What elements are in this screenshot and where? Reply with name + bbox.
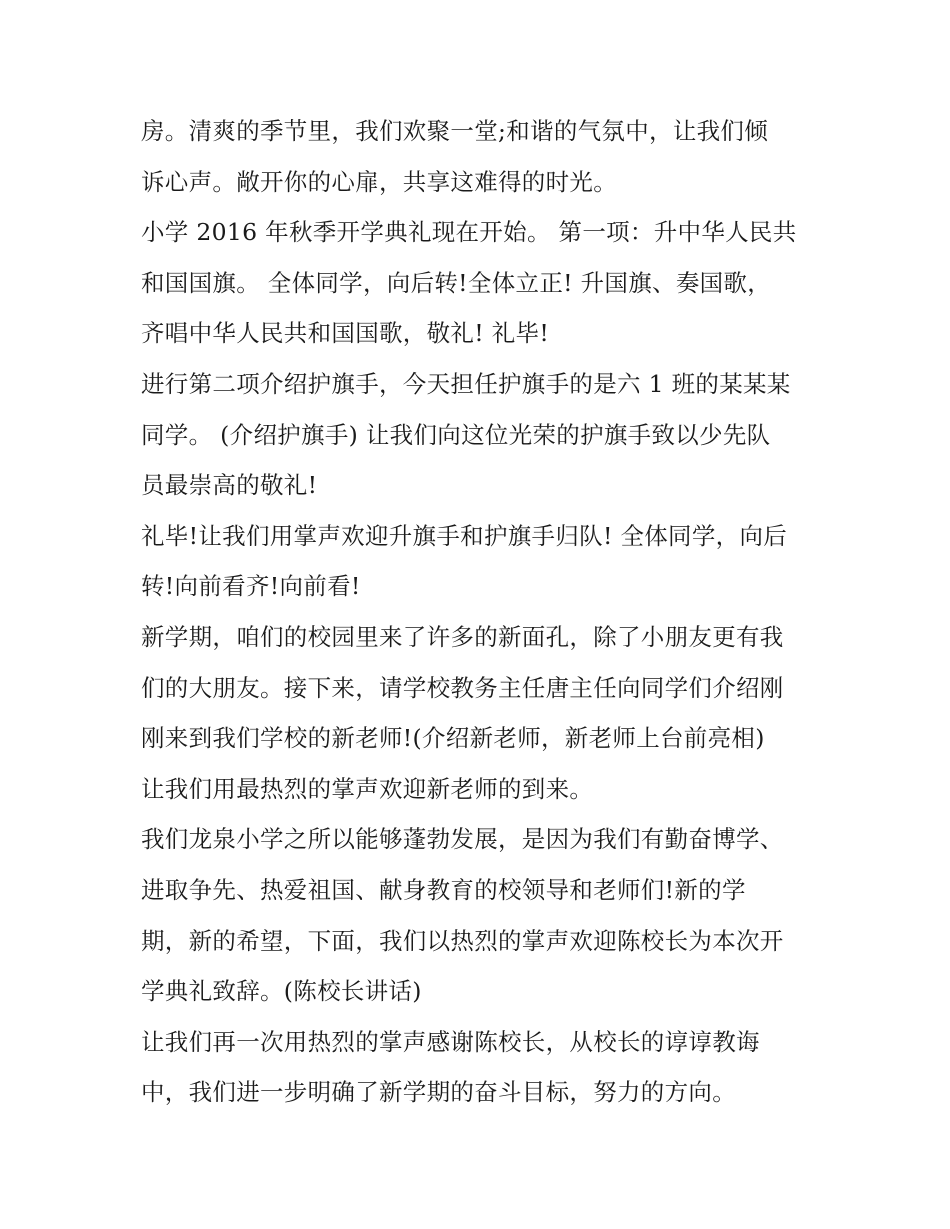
text-line: 和国国旗。 全体同学，向后转!全体立正! 升国旗、奏国歌， — [141, 268, 772, 297]
paragraph-7 — [141, 1017, 821, 1118]
text-line: 学典礼致辞。(陈校长讲话) — [141, 977, 422, 1006]
text-line: 进行第二项介绍护旗手，今天担任护旗手的是六 1 班的某某某 — [141, 369, 791, 398]
paragraph-2 — [141, 207, 821, 359]
paragraph-6 — [141, 814, 821, 1016]
paragraph-3 — [141, 359, 821, 511]
text-line: 我们龙泉小学之所以能够蓬勃发展，是因为我们有勤奋博学、 — [141, 825, 784, 854]
text-line: 诉心声。敞开你的心扉，共享这难得的时光。 — [141, 167, 617, 196]
text-line: 中，我们进一步明确了新学期的奋斗目标，努力的方向。 — [141, 1078, 736, 1107]
text-line: 小学 2016 年秋季开学典礼现在开始。 第一项：升中华人民共 — [141, 218, 797, 247]
text-line: 刚来到我们学校的新老师!(介绍新老师，新老师上台前亮相) — [141, 724, 765, 753]
text-line: 转!向前看齐!向前看! — [141, 572, 361, 601]
text-line: 让我们用最热烈的掌声欢迎新老师的到来。 — [141, 774, 594, 803]
paragraph-4 — [141, 511, 821, 612]
text-line: 员最崇高的敬礼! — [141, 471, 318, 500]
text-line: 期，新的希望，下面，我们以热烈的掌声欢迎陈校长为本次开 — [141, 926, 784, 955]
paragraph-5 — [141, 612, 821, 814]
text-line: 让我们再一次用热烈的掌声感谢陈校长，从校长的谆谆教诲 — [141, 1027, 760, 1056]
text-line: 齐唱中华人民共和国国歌，敬礼! 礼毕! — [141, 319, 550, 348]
paragraph-1 — [141, 106, 821, 207]
text-line: 新学期，咱们的校园里来了许多的新面孔，除了小朋友更有我 — [141, 622, 784, 651]
text-line: 们的大朋友。接下来，请学校教务主任唐主任向同学们介绍刚 — [141, 673, 784, 702]
text-line: 礼毕!让我们用掌声欢迎升旗手和护旗手归队! 全体同学，向后 — [141, 521, 788, 550]
text-line: 房。清爽的季节里，我们欢聚一堂;和谐的气氛中，让我们倾 — [141, 117, 769, 145]
text-line: 进取争先、热爱祖国、献身教育的校领导和老师们!新的学 — [141, 875, 746, 904]
document-body — [141, 106, 821, 1118]
text-line: 同学。 (介绍护旗手) 让我们向这位光荣的护旗手致以少先队 — [141, 420, 771, 449]
